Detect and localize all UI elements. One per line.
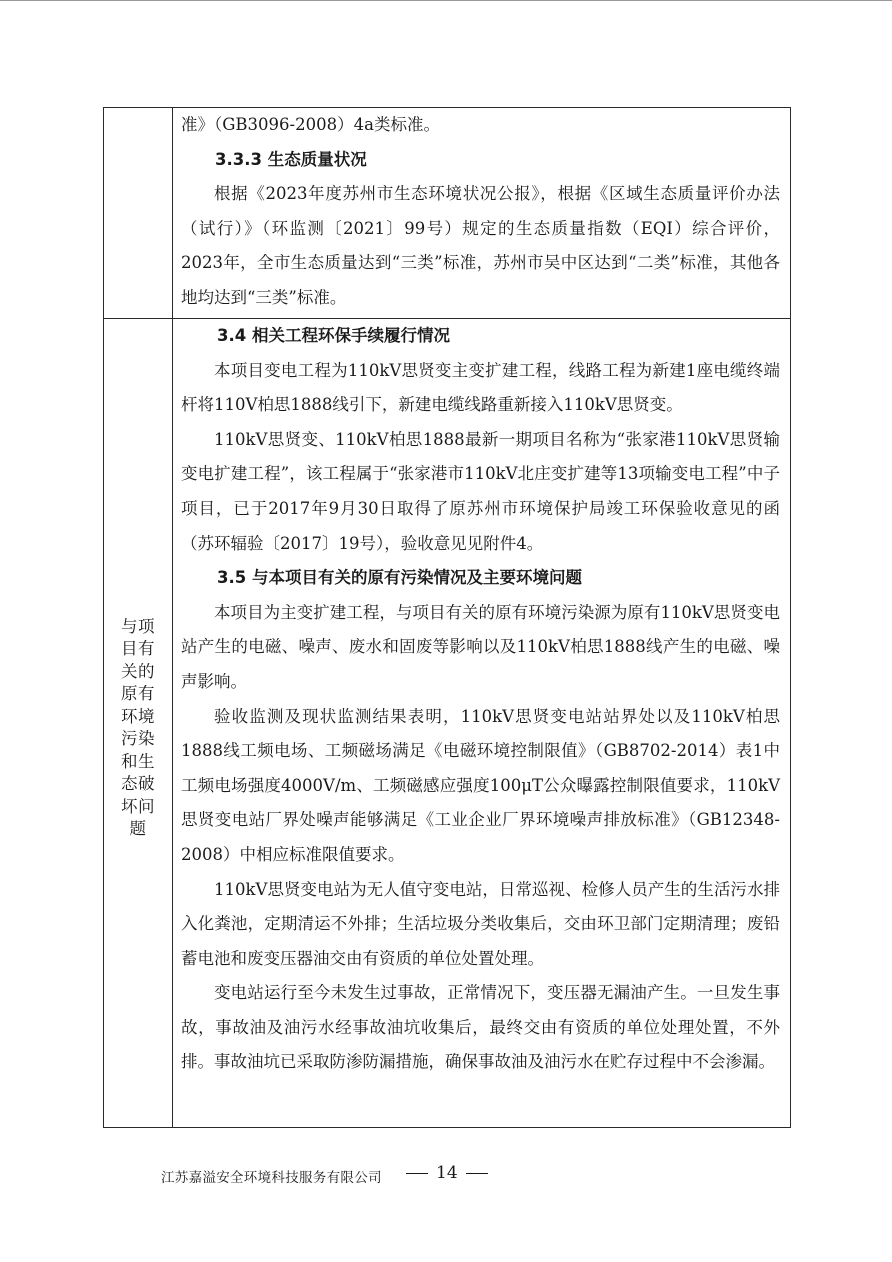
paragraph-3-5-4: 变电站运行至今未发生过事故，正常情况下，变压器无漏油产生。一旦发生事故，事故油及油污水经事故油坑收集后，最终交由有资质的单位处理处置，不外排。事故油坑已采取防渗防漏措施，确保事故油及油污水在贮存过程中不会渗漏。 <box>181 983 780 1072</box>
table-row <box>104 108 791 319</box>
dash-right <box>466 1173 488 1174</box>
row-label-empty <box>104 108 173 319</box>
paragraph-3-5-2: 验收监测及现状监测结果表明，110kV思贤变电站站界处以及110kV柏思1888线工频电场、工频磁场满足《电磁环境控制限值》（GB8702-2014）表1中工频电场强度4000V/m、工频磁感应强度100μT公众曝露控制限值要求，110kV思贤变电站厂界处噪声能够满足《工业企业厂界环境噪声排放标准》（GB12348-2008）中相应标准限值要求。 <box>181 706 780 864</box>
page-number: 14 <box>436 1163 458 1183</box>
section-heading-3-5: 3.5 与本项目有关的原有污染情况及主要环境问题 <box>217 568 582 588</box>
paragraph-3-4-1: 本项目变电工程为110kV思贤变主变扩建工程，线路工程为新建1座电缆终端杆将110V柏思1888线引下，新建电缆线路重新接入110kV思贤变。 <box>181 360 780 415</box>
continued-paragraph: 准》（GB3096-2008）4a类标准。 <box>181 115 440 134</box>
paragraph-3-4-2: 110kV思贤变、110kV柏思1888最新一期项目名称为“张家港110kV思贤输变电扩建工程”，该工程属于“张家港市110kV北庄变扩建等13项输变电工程”中子项目，已于2017年9月30日取得了原苏州市环境保护局竣工环保验收意见的函（苏环辐验〔2017〕19号），验收意见见附件4。 <box>181 429 780 553</box>
paragraph-3-5-3: 110kV思贤变电站为无人值守变电站，日常巡视、检修人员产生的生活污水排入化粪池，定期清运不外排；生活垃圾分类收集后，交由环卫部门定期清理；废铅蓄电池和废变压器油交由有资质的单位处置处理。 <box>181 879 780 968</box>
table-row <box>104 319 791 1128</box>
row-label-cell <box>104 319 173 1128</box>
content-cell-ecology <box>173 108 791 319</box>
row-label-text: 与项目有关的原有环境污染和生态破坏问题 <box>121 616 155 838</box>
report-table <box>103 107 791 1128</box>
section-heading-3-4: 3.4 相关工程环保手续履行情况 <box>217 326 450 345</box>
page-number-group <box>398 1163 494 1183</box>
page-footer <box>0 1163 892 1193</box>
ecology-paragraph: 根据《2023年度苏州市生态环境状况公报》，根据《区域生态质量评价办法（试行）》（环监测〔2021〕99号）规定的生态质量指数（EQI）综合评价，2023年，全市生态质量达到“三类”标准，苏州市吴中区达到“二类”标准，其他各地均达到“三类”标准。 <box>181 184 780 307</box>
content-cell-existing-problems <box>173 319 791 1128</box>
dash-left <box>406 1173 428 1174</box>
company-name: 江苏嘉溢安全环境科技服务有限公司 <box>161 1170 382 1186</box>
section-heading-3-3-3: 3.3.3 生态质量状况 <box>215 149 367 169</box>
paragraph-3-5-1: 本项目为主变扩建工程，与项目有关的原有环境污染源为原有110kV思贤变电站产生的电磁、噪声、废水和固废等影响以及110kV柏思1888线产生的电磁、噪声影响。 <box>181 602 780 691</box>
page-top-edge <box>0 0 892 1</box>
